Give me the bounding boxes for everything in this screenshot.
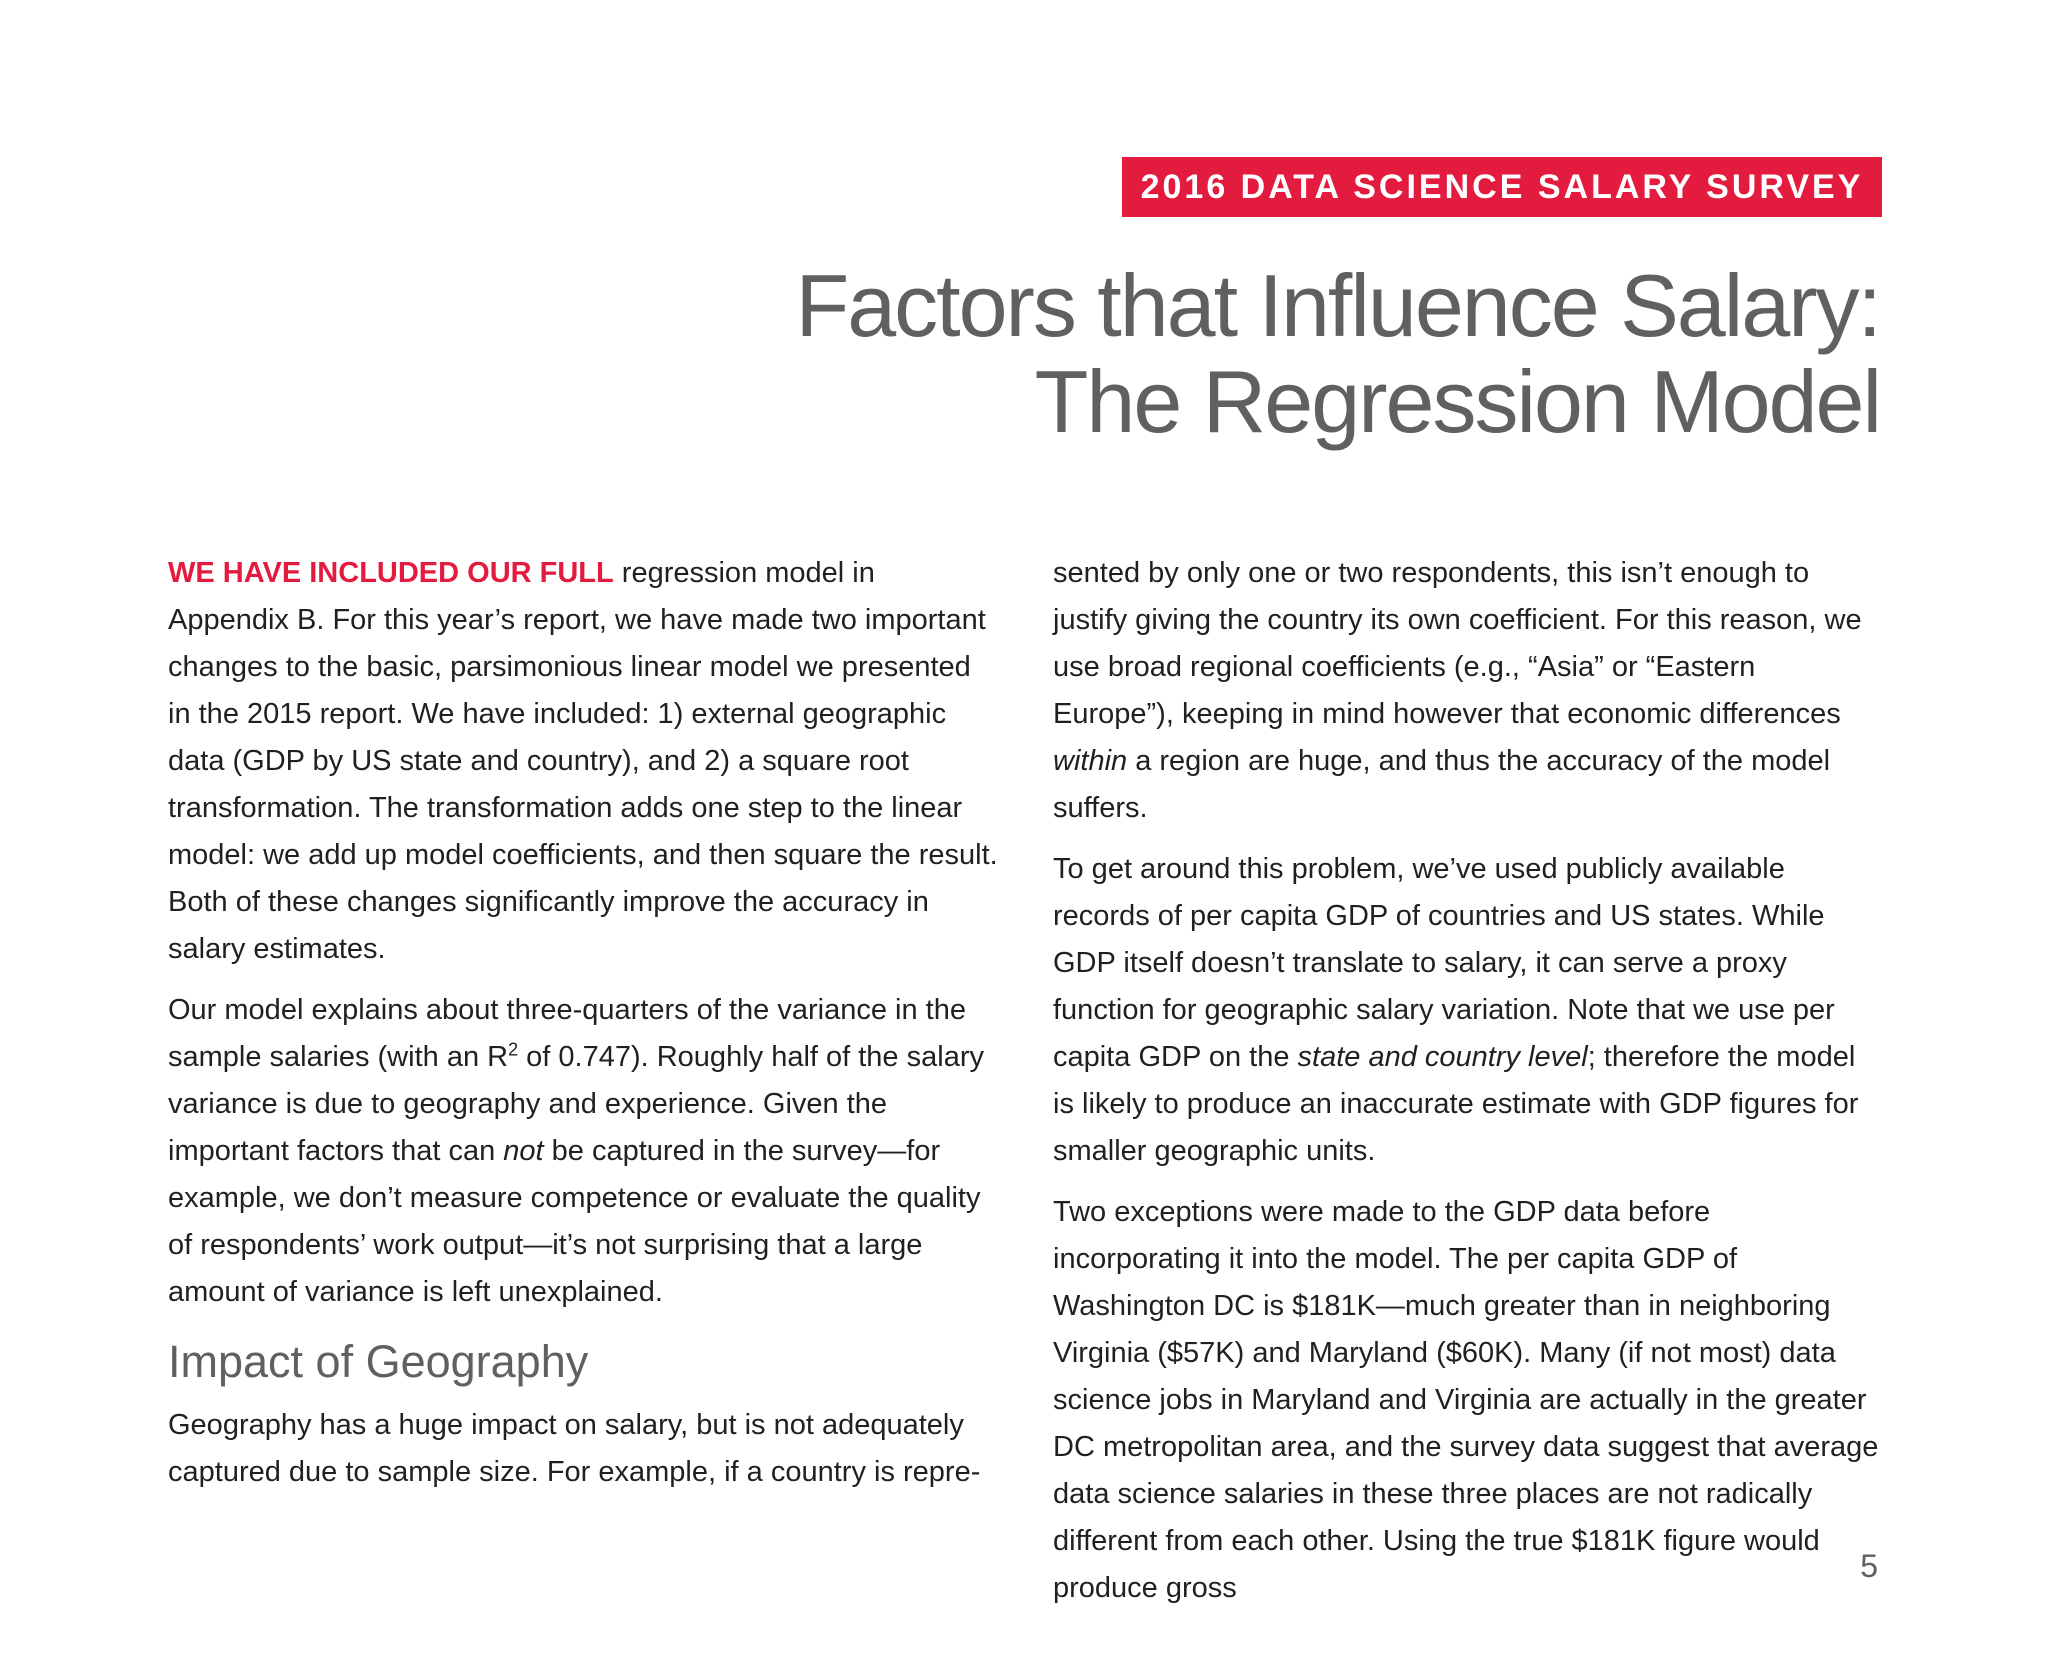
right-column: [1053, 550, 1883, 1626]
paragraph-geography: Geography has a huge impact on salary, but is not adequately captured due to sample size. For example, if a country is repre-: [168, 1409, 981, 1488]
title-line-2: The Regression Model: [1034, 352, 1880, 451]
title-line-1: Factors that Influence Salary:: [795, 256, 1880, 355]
r-squared-superscript: 2: [508, 1039, 519, 1060]
left-column: [168, 550, 998, 1510]
report-banner: 2016 DATA SCIENCE SALARY SURVEY: [1122, 157, 1882, 217]
paragraph-gdp-proxy: To get around this problem, we’ve used publicly available records of per capita GDP of countries and US states. While GDP itself doesn’t translate to salary, it can serve a proxy function for geographic salary variation. Note that we use per capita GDP on the state and country level; therefore the model is likely to produce an inaccurate estimate with GDP figures for smaller geographic units.: [1053, 853, 1859, 1167]
paragraph-intro: WE HAVE INCLUDED OUR FULL regression model in Appendix B. For this year’s report, we have made two important changes to the basic, parsimonious linear model we presented in the 2015 report. We have included: 1) external geographic data (GDP by US state and country), and 2) a square root transformation. The transformation adds one step to the linear model: we add up model coefficients, and then square the result. Both of these changes significantly improve the accuracy in salary estimates.: [168, 557, 998, 965]
appendix-b-link[interactable]: Appendix B: [168, 604, 317, 636]
paragraph-variance: Our model explains about three-quarters of the variance in the sample salaries (with an $R^2$ of 0.747). Roughly half of the salary variance is due to geography and experience. Given the important factors that can not be captured in the survey—for example, we don’t measure competence or evaluate the quality of respondents’ work output—it’s not surprising that a large amount of variance is left unexplained.: [168, 994, 984, 1308]
page-title: [580, 258, 1880, 450]
page-number: 5: [1860, 1548, 1878, 1584]
section-heading-geography: Impact of Geography: [168, 1336, 589, 1387]
paragraph-gdp-exceptions: Two exceptions were made to the GDP data before incorporating it into the model. The per capita GDP of Washington DC is $181K—much greater than in neighboring Virginia ($57K) and Maryland ($60K). Many (if not most) data science jobs in Maryland and Virginia are actually in the greater DC metropolitan area, and the survey data suggest that average data science salaries in these three places are not radically different from each other. Using the true $181K figure would produce gross: [1053, 1196, 1879, 1604]
lead-in-text: WE HAVE INCLUDED OUR FULL: [168, 557, 614, 589]
paragraph-regional-coefficients: sented by only one or two respondents, this isn’t enough to justify giving the country its own coefficient. For this reason, we use broad regional coefficients (e.g., “Asia” or “Eastern Europe”), keeping in mind however that economic differences within a region are huge, and thus the accuracy of the model suffers.: [1053, 557, 1862, 824]
